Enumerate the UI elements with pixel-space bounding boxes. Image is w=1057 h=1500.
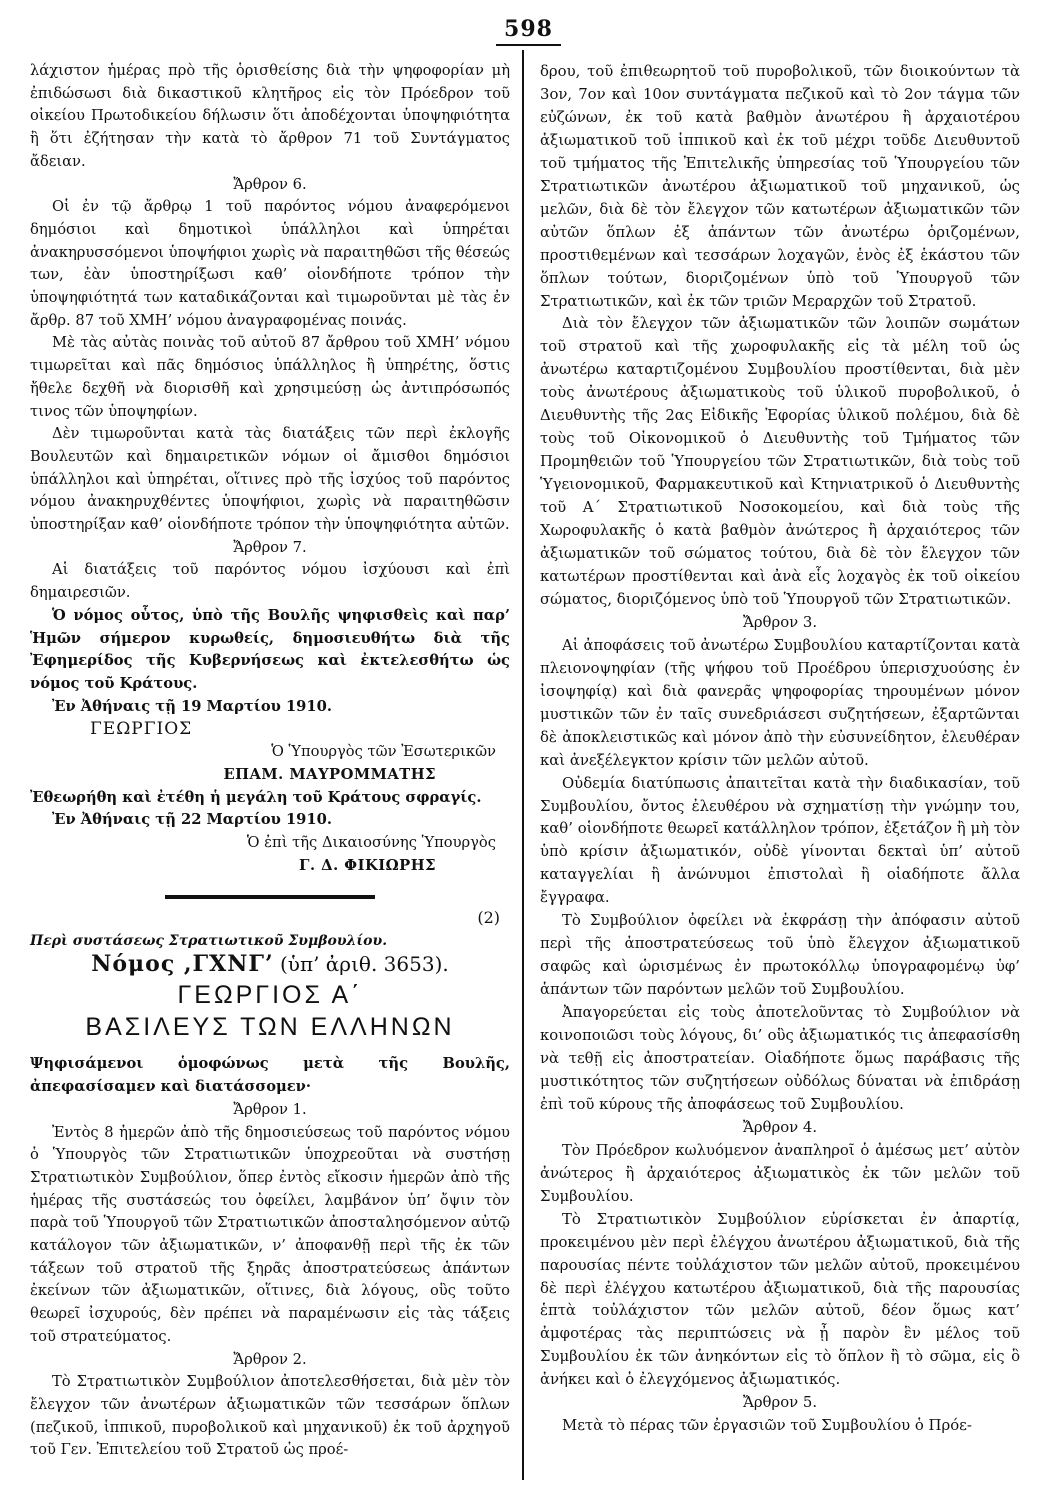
seal-date: Ἐν Ἀθήναις τῇ 22 Μαρτίου 1910.	[52, 811, 332, 829]
paragraph: Διὰ τὸν ἔλεγχον τῶν ἀξιωματικῶν τῶν λοιπῶν σωμάτων τοῦ στρατοῦ καὶ τῆς χωροφυλακῆς εἰς τὰ μέλη τοῦ ὡς ἀνωτέρω καταρτιζομένου Συμβουλίου προστίθενται, διὰ μὲν τοὺς ἀνωτέρους ἀξιωματικοὺς τοῦ ὑλικοῦ πυροβολικοῦ, ὁ Διευθυντὴς τῆς 2ας Εἰδικῆς Ἐφορίας ὑλικοῦ πολέμου, διὰ δὲ τοὺς τοῦ Οἰκονομικοῦ ὁ Διευθυντὴς τοῦ Τμήματος τῶν Προμηθειῶν τοῦ Ὑπουργείου τῶν Στρατιωτικῶν, διὰ τοὺς τοῦ Ὑγειονομικοῦ, Φαρμακευτικοῦ καὶ Κτηνιατρικοῦ ὁ Διευθυντὴς τοῦ Α΄ Στρατιωτικοῦ Νοσοκομείου, καὶ διὰ τοὺς τῆς Χωροφυλακῆς ὁ κατὰ βαθμὸν ἀνώτερος ἢ ἀρχαιότερος τῶν ἀξιωματικῶν τοῦ σώματος τούτου, διὰ δὲ τὸν ἔλεγχον τῶν κατωτέρων προστίθενται καὶ ἀνὰ εἷς λοχαγὸς ἐκ τοῦ οἰκείου σώματος, διοριζόμενος ὑπὸ τοῦ Ὑπουργοῦ τῶν Στρατιωτικῶν.	[540, 314, 1020, 608]
column-divider	[522, 50, 524, 1480]
article-heading: Ἄρθρον 3.	[742, 612, 818, 631]
law-title-main: Νόμος ,ΓΧΝΓ’	[91, 950, 274, 977]
paragraph: Αἱ ἀποφάσεις τοῦ ἀνωτέρω Συμβουλίου καταρτίζονται κατὰ πλειονοψηφίαν (τῆς ψήφου τοῦ Προέδρου ὑπερισχυούσης ἐν ἰσοψηφίᾳ) καὶ διὰ φανερᾶς ψηφοφορίας τηρουμένων μόνον μυστικῶν τῶν ἐν ταῖς συνεδριάσεσι συζητήσεων, ἐξαρτῶνται δὲ ἀποκλειστικῶς καὶ μόνον ἀπὸ τὴν εὐσυνείδητον, ἐλευθέραν καὶ ἀνεξέλεγκτον κρίσιν τῶν μελῶν αὐτοῦ.	[540, 635, 1020, 769]
law-title	[30, 950, 510, 977]
minister-name: ΕΠΑΜ. ΜΑΥΡΟΜΜΑΤΗΣ	[223, 765, 436, 783]
article-heading: Ἄρθρον 4.	[742, 1117, 818, 1136]
paragraph: Μὲ τὰς αὐτὰς ποινὰς τοῦ αὐτοῦ 87 ἄρθρου τοῦ ΧΜΗ’ νόμου τιμωρεῖται καὶ πᾶς δημόσιος ὑπάλληλος ἢ ὑπηρέτης, ὅστις ἤθελε δεχθῆ νὰ διορισθῆ καὶ χρησιμεύσῃ ὡς ἀντιπρόσωπός τινος τῶν ὑποψηφίων.	[30, 334, 510, 420]
paragraph: Οἱ ἐν τῷ ἄρθρῳ 1 τοῦ παρόντος νόμου ἀναφερόμενοι δημόσιοι καὶ δημοτικοὶ ὑπάλληλοι καὶ ὑπηρέται ἀνακηρυσσόμενοι ὑποψήφιοι χωρὶς νὰ παραιτηθῶσι τῆς θέσεώς των, ἐὰν ὑποστηρίξωσι καθ’ οἱονδήποτε τρόπον τὴν ὑποψηφιότητά των καταδικάζονται καὶ τιμωροῦνται μὲ τὰς ἐν ἄρθρ. 87 τοῦ ΧΜΗ’ νόμου ἀναγραφομένας ποινάς.	[30, 198, 510, 329]
paragraph: Μετὰ τὸ πέρας τῶν ἐργασιῶν τοῦ Συμβουλίου ὁ Πρόε-	[562, 1416, 972, 1435]
paragraph: Τὸ Συμβούλιον ὀφείλει νὰ ἐκφράσῃ τὴν ἀπόφασιν αὐτοῦ περὶ τῆς ἀποστρατεύσεως τοῦ ὑπὸ ἔλεγχον ἀξιωματικοῦ σαφῶς καὶ ὡρισμένως ἐν πρωτοκόλλῳ ὑπογραφομένῳ ὑφ’ ἁπάντων τῶν παρόντων μελῶν τοῦ Συμβουλίου.	[540, 911, 1020, 999]
king-title	[30, 979, 510, 1043]
article-heading: Ἄρθρον 2.	[233, 1350, 307, 1368]
paragraph: Τὸν Πρόεδρον κωλυόμενον ἀναπληροῖ ὁ ἀμέσως μετ’ αὐτὸν ἀνώτερος ἢ ἀρχαιότερος ἀξιωματικὸς ἐκ τῶν μελῶν τοῦ Συμβουλίου.	[540, 1140, 1020, 1205]
minister-role: Ὁ ἐπὶ τῆς Δικαιοσύνης Ὑπουργὸς	[246, 833, 496, 851]
paragraph: δρου, τοῦ ἐπιθεωρητοῦ τοῦ πυροβολικοῦ, τῶν διοικούντων τὰ 3ον, 7ον καὶ 10ον συντάγματα πεζικοῦ καὶ τὸ 2ον τάγμα τῶν εὐζώνων, ἐκ τοῦ κατὰ βαθμὸν ἀνωτέρου ἢ ἀρχαιοτέρου ἀξιωματικοῦ τοῦ ἱππικοῦ καὶ ἐκ τοῦ μέχρι τοῦδε Διευθυντοῦ τοῦ τμήματος τῆς Ἐπιτελικῆς ὑπηρεσίας τοῦ Ὑπουργείου τῶν Στρατιωτικῶν ἀνωτέρου ἀξιωματικοῦ τοῦ μηχανικοῦ, ὡς μελῶν, διὰ δὲ τὸν ἔλεγχον τῶν κατωτέρων ἀξιωματικῶν τῶν αὐτῶν ὅπλων ἐξ ἁπάντων τῶν ἀνωτέρω ὁριζομένων, προστιθεμένων καὶ τεσσάρων λοχαγῶν, ἑνὸς ἐξ ἑκάστου τῶν ὅπλων τούτων, διοριζομένων ὑπὸ τοῦ Ὑπουργοῦ τῶν Στρατιωτικῶν, καὶ ἐκ τῶν τριῶν Μεραρχῶν τοῦ Στρατοῦ.	[540, 62, 1020, 310]
king-name: ΓΕΩΡΓΙΟΣ Α΄	[177, 981, 363, 1010]
preamble: Ψηφισάμενοι ὁμοφώνως μετὰ τῆς Βουλῆς, ἀπεφασίσαμεν καὶ διατάσσομεν·	[30, 1055, 510, 1096]
minister-role: Ὁ Ὑπουργὸς τῶν Ἐσωτερικῶν	[271, 743, 496, 761]
paragraph: Τὸ Στρατιωτικὸν Συμβούλιον ἀποτελεσθήσεται, διὰ μὲν τὸν ἔλεγχον τῶν ἀνωτέρων ἀξιωματικῶν τῶν τεσσάρων ὅπλων (πεζικοῦ, ἱππικοῦ, πυροβολικοῦ καὶ μηχανικοῦ) ἐκ τοῦ ἀρχηγοῦ τοῦ Γεν. Ἐπιτελείου τοῦ Στρατοῦ ὡς προέ-	[30, 1373, 510, 1459]
paragraph: Οὐδεμία διατύπωσις ἀπαιτεῖται κατὰ τὴν διαδικασίαν, τοῦ Συμβουλίου, ὄντος ἐλευθέρου νὰ σχηματίσῃ τὴν γνώμην του, καθ’ οἱονδήποτε θεωρεῖ κατάλληλον τρόπον, ἐξετάζον ἢ μὴ τὸν ὑπὸ κρίσιν ἀξιωματικόν, οὐδὲ γίνονται δεκταὶ ὑπ’ αὐτοῦ καταγγελίαι ἢ ἀνώνυμοι ἐπιστολαὶ ἢ οἱαδήποτε ἄλλα ἔγγραφα.	[540, 773, 1020, 907]
right-column	[540, 60, 1020, 1437]
section-separator	[165, 895, 375, 899]
paragraph: Ἐντὸς 8 ἡμερῶν ἀπὸ τῆς δημοσιεύσεως τοῦ παρόντος νόμου ὁ Ὑπουργὸς τῶν Στρατιωτικῶν ὑποχρεοῦται νὰ συστήσῃ Στρατιωτικὸν Συμβούλιον, ὅπερ ἐντὸς εἴκοσιν ἡμερῶν ἀπὸ τῆς ἡμέρας τῆς συστάσεώς του ὀφείλει, λαμβάνον ὑπ’ ὄψιν τὸν παρὰ τοῦ Ὑπουργοῦ τῶν Στρατιωτικῶν ἀποσταλησόμενον αὐτῷ κατάλογον τῶν ἀξιωματικῶν, ν’ ἀποφανθῇ περὶ τῆς ἐκ τῶν τάξεων τοῦ στρατοῦ τῆς ξηρᾶς ἀποστρατεύσεως ἁπάντων ἐκείνων τῶν ἀξιωματικῶν, οἵτινες, διὰ λόγους, οὓς τοῦτο θεωρεῖ ἰσχυρούς, δὲν πρέπει νὰ παραμένωσιν εἰς τὰς τάξεις τοῦ στρατεύματος.	[30, 1123, 510, 1345]
minister-name: Γ. Δ. ΦΙΚΙΩΡΗΣ	[299, 856, 436, 874]
article-heading: Ἄρθρον 5.	[742, 1393, 818, 1412]
paragraph: Ἀπαγορεύεται εἰς τοὺς ἀποτελοῦντας τὸ Συμβούλιον νὰ κοινοποιῶσι τοὺς λόγους, δι’ οὓς ἀξιωματικός τις ἀπεφασίσθη νὰ τεθῇ εἰς ἀποστρατείαν. Οἱαδήποτε ὅμως παράβασις τῆς μυστικότητος τῶν συζητήσεων οὐδόλως δύναται νὰ ἐπιδράσῃ ἐπὶ τοῦ κύρους τῆς ἀποφάσεως τοῦ Συμβουλίου.	[540, 1003, 1020, 1113]
law-number: (ὑπ’ ἀριθ. 3653).	[279, 951, 449, 976]
seal-text: Ἐθεωρήθη καὶ ἐτέθη ἡ μεγάλη τοῦ Κράτους σφραγίς.	[30, 788, 482, 806]
article-heading: Ἄρθρον 6.	[233, 175, 307, 193]
king-realm: ΒΑΣΙΛΕΥΣ ΤΩΝ ΕΛΛΗΝΩΝ	[85, 1013, 455, 1042]
signing-date: Ἐν Ἀθήναις τῇ 19 Μαρτίου 1910.	[52, 697, 332, 715]
paragraph: Δὲν τιμωροῦνται κατὰ τὰς διατάξεις τῶν περὶ ἐκλογῆς Βουλευτῶν καὶ δημαιρετικῶν νόμων οἱ ἄμισθοι δημόσιοι ὑπάλληλοι καὶ ὑπηρέται, οἵτινες πρὸ τῆς ἰσχύος τοῦ παρόντος νόμου ἀνακηρυχθέντες ὑποψήφιοι, χωρὶς νὰ παραιτηθῶσιν ὑποστηρίξαν καθ’ οἱονδήποτε τρόπον τὴν ὑποψηφιότητα αὐτῶν.	[30, 425, 510, 534]
article-heading: Ἄρθρον 7.	[233, 538, 307, 556]
law-subject: Περὶ συστάσεως Στρατιωτικοῦ Συμβουλίου.	[30, 933, 388, 950]
left-column	[30, 60, 510, 1462]
paragraph: Τὸ Στρατιωτικὸν Συμβούλιον εὑρίσκεται ἐν ἀπαρτίᾳ, προκειμένου μὲν περὶ ἐλέγχου ἀνωτέρου ἀξιωματικοῦ, διὰ τῆς παρουσίας πέντε τοὐλάχιστον τῶν μελῶν αὐτοῦ, προκειμένου δὲ περὶ ἐλέγχου κατωτέρου ἀξιωματικοῦ, διὰ τῆς παρουσίας ἑπτὰ τοὐλάχιστον τῶν μελῶν αὐτοῦ, δέον ὅμως κατ’ ἀμφοτέρας τὰς περιπτώσεις νὰ ᾖ παρὸν ἓν μέλος τοῦ Συμβουλίου ἐκ τῶν ἀνηκόντων εἰς τὸ ὅπλον ἢ τὸ σῶμα, εἰς ὃ ἀνήκει καὶ ὁ ἐλεγχόμενος ἀξιωματικός.	[540, 1209, 1020, 1389]
paragraph: λάχιστον ἡμέρας πρὸ τῆς ὁρισθείσης διὰ τὴν ψηφοφορίαν μὴ ἐπιδώσωσι διὰ δικαστικοῦ κλητῆρος εἰς τὸν Πρόεδρον τοῦ οἰκείου Πρωτοδικείου δήλωσιν ὅτι ἀποδέχονται ὑποψηφιότητα ἢ ὅτι ἐζήτησαν τὴν κατὰ τὸ ἄρθρον 71 τοῦ Συντάγματος ἄδειαν.	[30, 62, 510, 170]
article-heading: Ἄρθρον 1.	[233, 1100, 307, 1118]
king-signature: ΓΕΩΡΓΙΟΣ	[90, 719, 193, 740]
promulgation-text: Ὁ νόμος οὗτος, ὑπὸ τῆς Βουλῆς ψηφισθεὶς καὶ παρ’ Ἡμῶν σήμερον κυρωθείς, δημοσιευθήτω διὰ τῆς Ἐφημερίδος τῆς Κυβερνήσεως καὶ ἐκτελεσθήτω ὡς νόμος τοῦ Κράτους.	[30, 606, 510, 692]
paragraph: Αἱ διατάξεις τοῦ παρόντος νόμου ἰσχύουσι καὶ ἐπὶ δημαιρεσιῶν.	[30, 561, 510, 602]
law-index: (2)	[477, 908, 500, 928]
page-number: 598	[0, 16, 1057, 42]
